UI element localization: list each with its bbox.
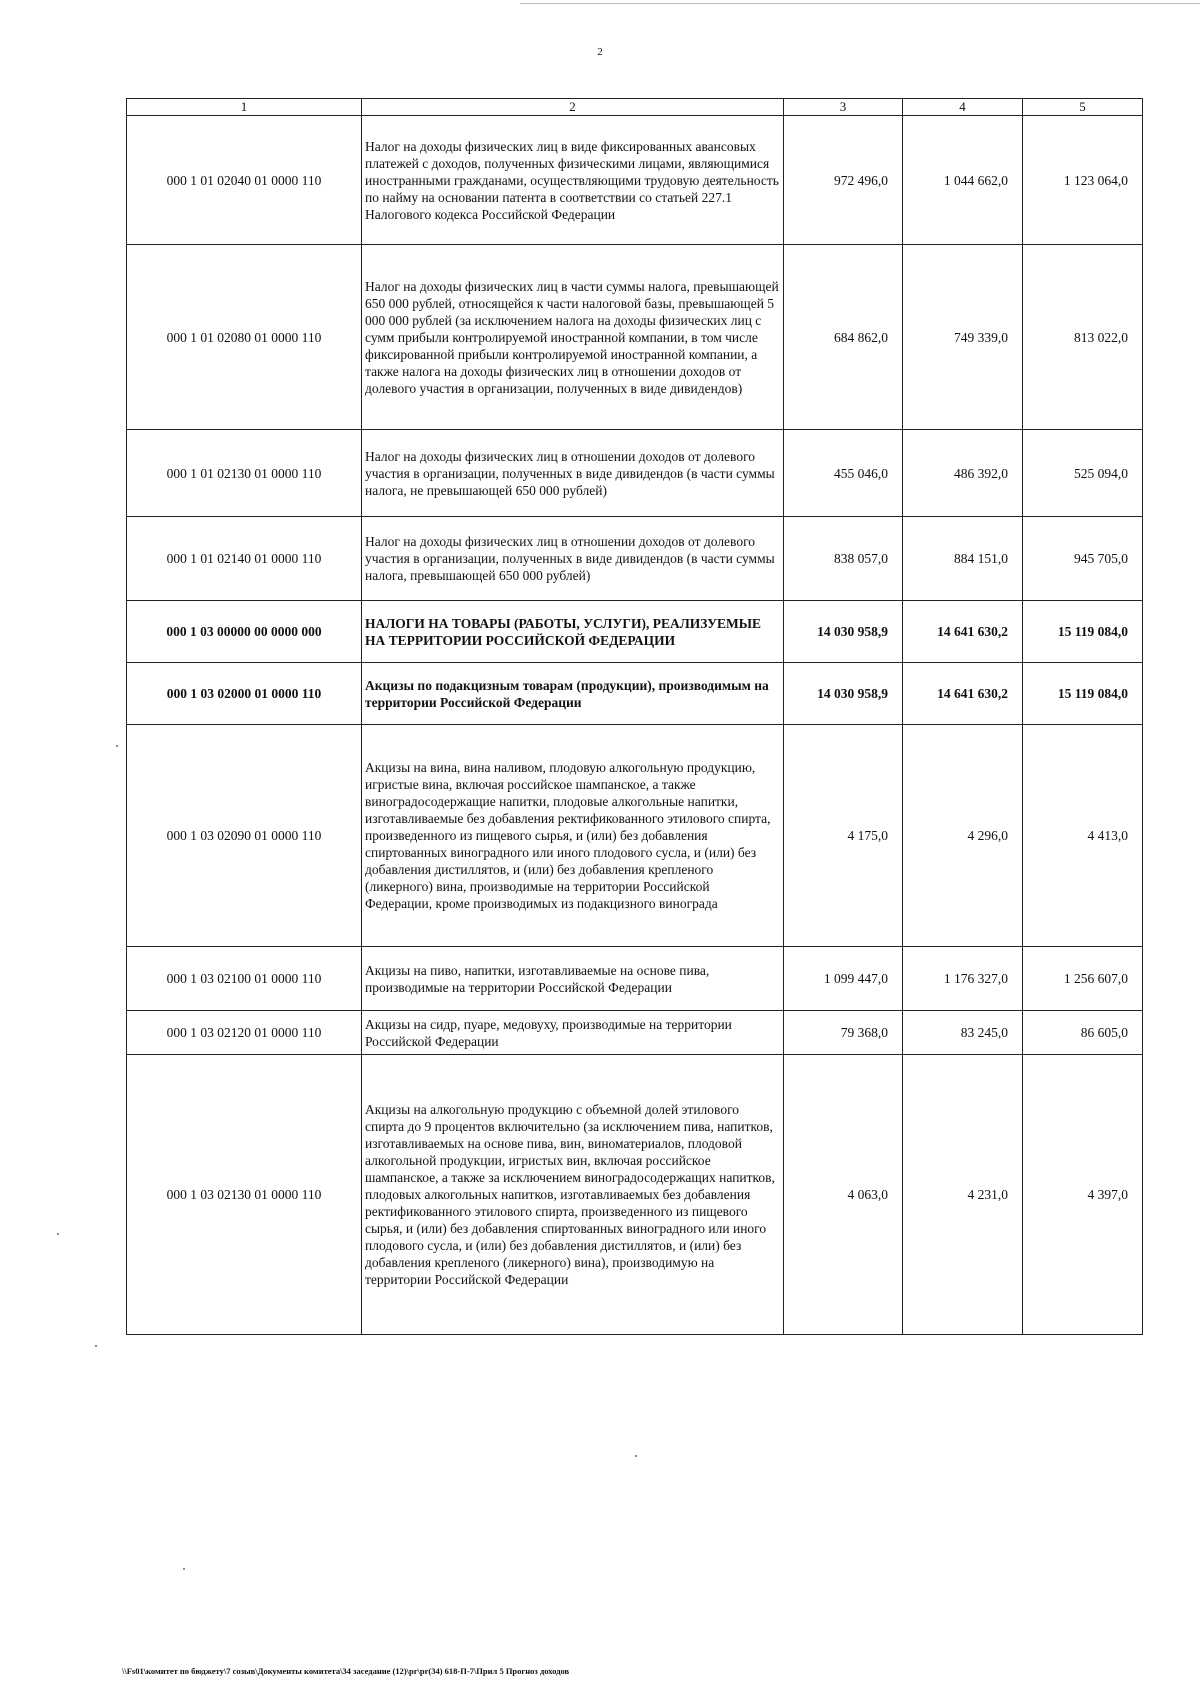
budget-code: 000 1 03 02090 01 0000 110 (127, 725, 362, 947)
header-col-2: 2 (362, 99, 784, 116)
amount-year-3: 15 119 084,0 (1023, 601, 1143, 663)
table-row (127, 1055, 1143, 1335)
amount-year-1: 4 063,0 (784, 1055, 903, 1335)
scan-speck (183, 1568, 185, 1570)
revenue-name: Акцизы на вина, вина наливом, плодовую алкогольную продукцию, игристые вина, включая российское шампанское, а также виноградосодержащие напитки, плодовые алкогольные напитки, изготавливаемые без добавления ректификованного этилового спирта, произведенного из пищевого сырья, и (или) без добавления спиртованных виноградного или иного плодового сусла, и (или) без добавления дистиллятов, и (или) без добавления крепленого (ликерного) вина, производимые на территории Российской Федерации, кроме производимых из подакцизного винограда (362, 725, 784, 947)
amount-year-2: 83 245,0 (903, 1011, 1023, 1055)
revenue-name: НАЛОГИ НА ТОВАРЫ (РАБОТЫ, УСЛУГИ), РЕАЛИЗУЕМЫЕ НА ТЕРРИТОРИИ РОССИЙСКОЙ ФЕДЕРАЦИИ (362, 601, 784, 663)
amount-year-1: 79 368,0 (784, 1011, 903, 1055)
amount-year-3: 15 119 084,0 (1023, 663, 1143, 725)
table-row (127, 517, 1143, 601)
page-number: 2 (597, 46, 603, 58)
budget-code: 000 1 03 02120 01 0000 110 (127, 1011, 362, 1055)
revenue-name: Акцизы на алкогольную продукцию с объемной долей этилового спирта до 9 процентов включительно (за исключением пива, напитков, изготавливаемых на основе пива, вин, виноматериалов, плодовой алкогольной продукции, игристых вин, включая российское шампанское, а также за исключением виноградосодержащих напитков, плодовых алкогольных напитков, изготавливаемых без добавления ректификованного этилового спирта, произведенного из пищевого сырья, и (или) без добавления спиртованных виноградного или иного плодового сусла, и (или) без добавления дистиллятов, и (или) без добавления крепленого (ликерного) вина), производимую на территории Российской Федерации (362, 1055, 784, 1335)
scan-speck (116, 745, 118, 747)
amount-year-3: 1 123 064,0 (1023, 116, 1143, 245)
file-path-footer: \\Fs01\комитет по бюджету\7 созыв\Документы комитета\34 заседание (12)\pr\pr(34) 618-П-7\Прил 5 Прогноз доходов (122, 1666, 570, 1676)
amount-year-3: 86 605,0 (1023, 1011, 1143, 1055)
amount-year-2: 14 641 630,2 (903, 663, 1023, 725)
amount-year-1: 14 030 958,9 (784, 663, 903, 725)
revenue-name: Акцизы на сидр, пуаре, медовуху, производимые на территории Российской Федерации (362, 1011, 784, 1055)
amount-year-1: 4 175,0 (784, 725, 903, 947)
amount-year-1: 455 046,0 (784, 430, 903, 517)
budget-code: 000 1 03 00000 00 0000 000 (127, 601, 362, 663)
table-row (127, 601, 1143, 663)
amount-year-3: 813 022,0 (1023, 245, 1143, 430)
scan-speck (95, 1345, 97, 1347)
amount-year-2: 1 176 327,0 (903, 947, 1023, 1011)
header-col-5: 5 (1023, 99, 1143, 116)
amount-year-3: 1 256 607,0 (1023, 947, 1143, 1011)
revenue-name: Налог на доходы физических лиц в части суммы налога, превышающей 650 000 рублей, относящейся к части налоговой базы, превышающей 5 000 000 рублей (за исключением налога на доходы физических лиц с сумм прибыли контролируемой иностранной компании, в том числе фиксированной прибыли контролируемой иностранной компании, а также налога на доходы физических лиц в отношении доходов от долевого участия в организации, полученных в виде дивидендов) (362, 245, 784, 430)
header-col-1: 1 (127, 99, 362, 116)
table-row (127, 245, 1143, 430)
table-row (127, 725, 1143, 947)
budget-code: 000 1 03 02000 01 0000 110 (127, 663, 362, 725)
amount-year-2: 486 392,0 (903, 430, 1023, 517)
amount-year-2: 4 296,0 (903, 725, 1023, 947)
amount-year-2: 4 231,0 (903, 1055, 1023, 1335)
revenue-name: Налог на доходы физических лиц в отношении доходов от долевого участия в организации, полученных в виде дивидендов (в части суммы налога, превышающей 650 000 рублей) (362, 517, 784, 601)
amount-year-2: 14 641 630,2 (903, 601, 1023, 663)
amount-year-2: 749 339,0 (903, 245, 1023, 430)
budget-code: 000 1 01 02140 01 0000 110 (127, 517, 362, 601)
amount-year-1: 972 496,0 (784, 116, 903, 245)
header-col-4: 4 (903, 99, 1023, 116)
amount-year-1: 838 057,0 (784, 517, 903, 601)
budget-code: 000 1 01 02080 01 0000 110 (127, 245, 362, 430)
amount-year-3: 945 705,0 (1023, 517, 1143, 601)
revenue-name: Акцизы на пиво, напитки, изготавливаемые на основе пива, производимые на территории Российской Федерации (362, 947, 784, 1011)
table-row (127, 663, 1143, 725)
amount-year-2: 884 151,0 (903, 517, 1023, 601)
revenue-forecast-table (126, 98, 1143, 1335)
scan-edge-line (520, 3, 1200, 4)
revenue-name: Налог на доходы физических лиц в отношении доходов от долевого участия в организации, полученных в виде дивидендов (в части суммы налога, не превышающей 650 000 рублей) (362, 430, 784, 517)
table-row (127, 430, 1143, 517)
amount-year-2: 1 044 662,0 (903, 116, 1023, 245)
table-row (127, 947, 1143, 1011)
budget-code: 000 1 01 02130 01 0000 110 (127, 430, 362, 517)
amount-year-3: 4 413,0 (1023, 725, 1143, 947)
amount-year-1: 14 030 958,9 (784, 601, 903, 663)
budget-code: 000 1 03 02100 01 0000 110 (127, 947, 362, 1011)
amount-year-3: 525 094,0 (1023, 430, 1143, 517)
table-row (127, 1011, 1143, 1055)
revenue-name: Акцизы по подакцизным товарам (продукции), производимым на территории Российской Федерации (362, 663, 784, 725)
budget-code: 000 1 01 02040 01 0000 110 (127, 116, 362, 245)
table-row (127, 116, 1143, 245)
revenue-name: Налог на доходы физических лиц в виде фиксированных авансовых платежей с доходов, полученных физическими лицами, являющимися иностранными гражданами, осуществляющими трудовую деятельность по найму на основании патента в соответствии со статьей 227.1 Налогового кодекса Российской Федерации (362, 116, 784, 245)
table-header-row (127, 99, 1143, 116)
amount-year-3: 4 397,0 (1023, 1055, 1143, 1335)
budget-code: 000 1 03 02130 01 0000 110 (127, 1055, 362, 1335)
amount-year-1: 1 099 447,0 (784, 947, 903, 1011)
scan-speck (57, 1233, 59, 1235)
amount-year-1: 684 862,0 (784, 245, 903, 430)
scan-speck (635, 1455, 637, 1457)
header-col-3: 3 (784, 99, 903, 116)
